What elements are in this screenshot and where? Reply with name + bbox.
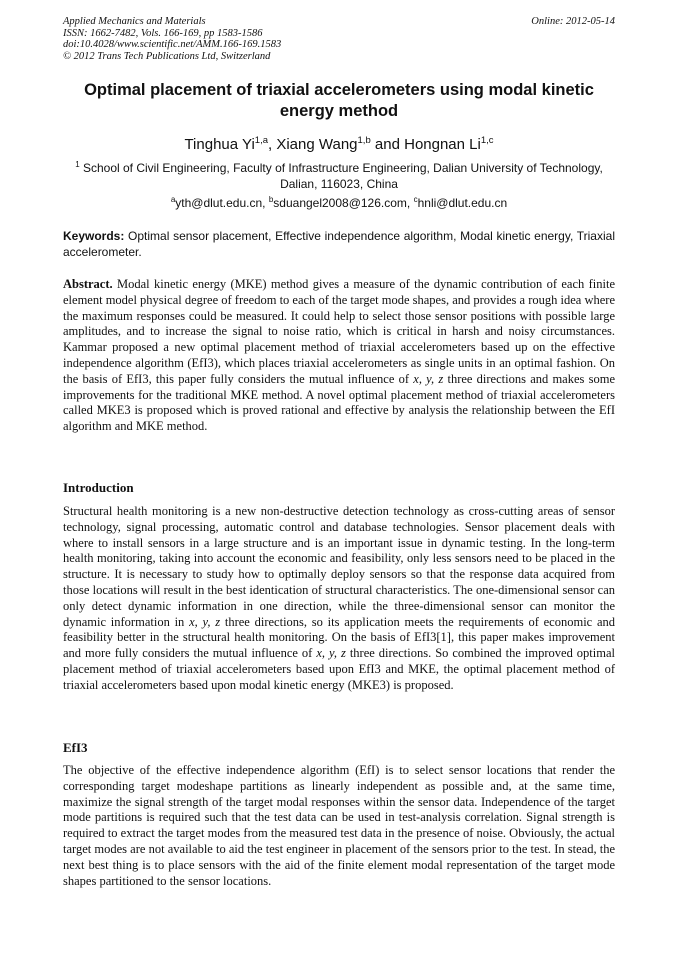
email-address[interactable]: hnli@dlut.edu.cn (417, 196, 508, 210)
author-sup: 1,b (357, 135, 371, 146)
author-name: Hongnan Li (404, 136, 481, 153)
section-heading-introduction: Introduction (63, 480, 134, 495)
affiliation-text: School of Civil Engineering, Faculty of Infrastructure Engineering, Dalian University of Technology, Dalian, 116023, China (82, 161, 603, 191)
xyz-variables: x, y, z (316, 646, 346, 661)
abstract-text-1: Modal kinetic energy (MKE) method gives a measure of the dynamic contribution of each finite element model physical degree of freedom to each of the target mode shapes, and provides a rough idea where the maximum responses could be measured. It could help to select those sensor positions with possible large amplitudes, and to increase the signal to noise ratio, which is critical in harsh and noisy circumstances. Kammar proposed a new optimal placement method of triaxial accelerometers based up on the effective independence algorithm (EfI3), which places triaxial accelerometers as single units in an optimal fashion. On the basis of EfI3, this paper fully considers the mutual influence of (63, 277, 616, 386)
author-sup: 1,a (254, 135, 268, 146)
email-sup: b (268, 195, 274, 204)
keywords-text: Optimal sensor placement, Effective independence algorithm, Modal kinetic energy, Triaxial accelerometer. (63, 229, 615, 259)
keywords-label: Keywords: (63, 229, 125, 243)
email-address[interactable]: yth@dlut.edu.cn (175, 196, 263, 210)
author-sup: 1,c (480, 135, 494, 146)
paper-title: Optimal placement of triaxial accelerometers using modal kinetic energy method (84, 81, 594, 120)
keywords (63, 229, 615, 260)
intro-text-2: three directions, so its application meets the requirements of economic and feasibility better in the structural health monitoring. On the basis of EfI3[1], this paper makes improvement and more fully considers the mutual influence of (63, 614, 616, 661)
journal-header (63, 16, 615, 62)
doi-line: doi:10.4028/www.scientific.net/AMM.166-169.1583 (63, 39, 282, 50)
author-name: Xiang Wang (276, 136, 358, 153)
author-separator: , (268, 136, 277, 153)
affiliation (63, 157, 615, 192)
author-name: Tinghua Yi (184, 136, 255, 153)
introduction-paragraph (63, 504, 615, 694)
abstract-text-2: three directions and makes some improvements for the traditional MKE method. A novel optimal placement method of triaxial accelerometers called MKE3 is proposed which is proved rational and effective by analysis the relationship between the EfI algorithm and MKE method. (63, 371, 616, 434)
copyright-line: © 2012 Trans Tech Publications Ltd, Switzerland (63, 50, 271, 62)
email-separator: , (262, 196, 269, 210)
email-separator: , (406, 196, 414, 210)
email-sup: a (170, 195, 176, 204)
author-separator: and (370, 136, 405, 153)
section-heading-efi3: EfI3 (63, 740, 88, 755)
efi3-paragraph: The objective of the effective independence algorithm (EfI) is to select sensor locations that render the corresponding target modeshape partitions as linearly independent as possible and, at the same time, maximize the signal strength of the target modal responses within the sensor data. Independence of the target mode partitions is required such that the test data can be used in test-analysis correlation. Signal strength is required to extract the target modes from the measured test data in the presence of noise. Obviously, the actual target modes are not available to aid the test engineer in placement of the sensors prior to the test. In stead, the next best thing is to place sensors with the aid of the finite element modal representation of the target mode shapes partitioned to the sensor locations. (63, 763, 615, 888)
abstract-label: Abstract. (63, 277, 113, 291)
journal-name: Applied Mechanics and Materials (63, 16, 206, 27)
email-address[interactable]: sduangel2008@126.com (273, 196, 407, 210)
affiliation-mark: 1 (75, 160, 80, 169)
xyz-variables: x, y, z (413, 371, 444, 386)
intro-text-3: three directions. So combined the improved optimal placement method of triaxial accelerometers based upon EfI3 and MKE, the optimal placement method of triaxial accelerometers based upon modal kinetic energy (MKE3) is proposed. (63, 646, 615, 692)
abstract (63, 277, 615, 435)
email-list (63, 192, 615, 211)
issn-line: ISSN: 1662-7482, Vols. 166-169, pp 1583-1586 (63, 27, 263, 39)
intro-text-1: Structural health monitoring is a new non-destructive detection technology as cross-cutting areas of sensor technology, signal processing, automatic control and database technologies. Sensor placement deals with where to install sensors in a large structure and is an important issue in dynamic testing. In the long-term health monitoring, taking into account the economic and feasibility, only less sensors need to be placed in the structure. It is necessary to study how to optimally deploy sensors so that the response data acquired from those locations will result in the best identication of structural characteristics. The one-dimensional sensor can only detect dynamic information in one direction, while the three-dimensional sensor can monitor the dynamic information in (63, 504, 615, 629)
email-sup: c (413, 195, 418, 204)
online-date: Online: 2012-05-14 (531, 16, 615, 27)
xyz-variables: x, y, z (189, 614, 221, 629)
author-list (63, 131, 615, 155)
